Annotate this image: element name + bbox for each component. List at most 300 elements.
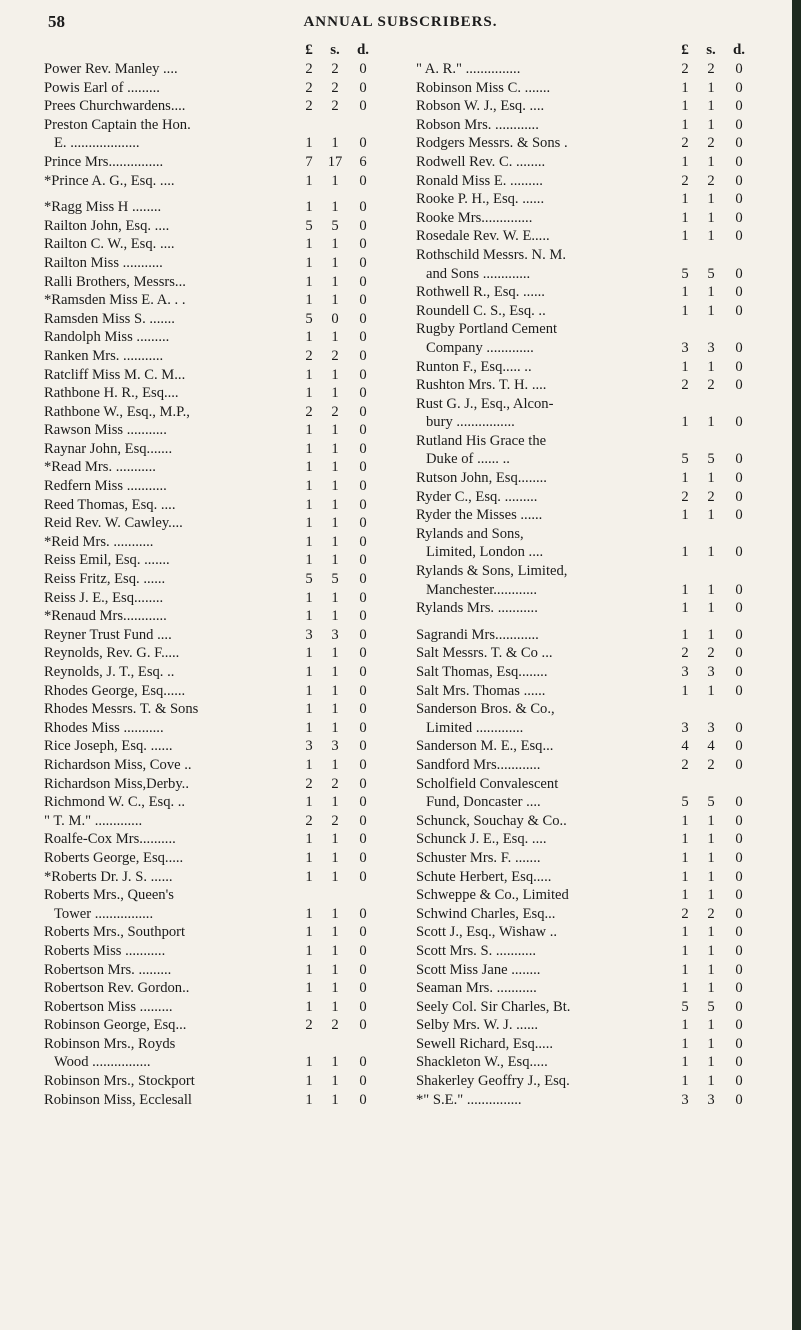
subscriber-name: *Reid Mrs. ........... bbox=[44, 533, 154, 550]
amount-shillings: 3 bbox=[707, 339, 715, 356]
subscriber-name: Reiss Fritz, Esq. ...... bbox=[44, 571, 166, 588]
amount-pounds: 5 bbox=[681, 998, 689, 1015]
amount-pounds: 2 bbox=[681, 61, 689, 77]
amount-pounds: 1 bbox=[681, 924, 689, 941]
amount-pence: 0 bbox=[735, 868, 743, 885]
subscriber-entry bbox=[416, 737, 752, 756]
subscriber-name-continued: Manchester............ bbox=[426, 581, 538, 598]
amount-pence: 0 bbox=[735, 626, 743, 643]
amount-pence: 0 bbox=[735, 358, 743, 375]
subscriber-entry bbox=[416, 886, 752, 905]
subscriber-name: Rushton Mrs. T. H. .... bbox=[416, 377, 547, 394]
amount-shillings: 5 bbox=[331, 571, 339, 588]
subscriber-entry bbox=[44, 868, 376, 887]
amount-pounds: 1 bbox=[305, 273, 313, 290]
amount-pence: 0 bbox=[359, 831, 367, 848]
subscriber-name: Ryder C., Esq. ......... bbox=[416, 488, 538, 505]
subscriber-entry bbox=[44, 793, 376, 812]
amount-shillings: 1 bbox=[331, 329, 339, 346]
amount-shillings: 3 bbox=[707, 664, 715, 680]
subscriber-name: Prees Churchwardens.... bbox=[44, 98, 186, 115]
amount-pounds: 1 bbox=[305, 701, 313, 718]
subscriber-entry bbox=[44, 737, 376, 756]
amount-shillings: 2 bbox=[707, 488, 715, 505]
amount-pounds: 2 bbox=[305, 79, 313, 96]
amount-pounds: 2 bbox=[681, 172, 689, 189]
amount-pence: 0 bbox=[359, 172, 367, 189]
amount-shillings: 2 bbox=[331, 812, 339, 829]
amount-pence: 0 bbox=[359, 812, 367, 829]
subscriber-name-continued: bury ................ bbox=[426, 414, 515, 431]
subscriber-entry bbox=[416, 506, 752, 525]
subscriber-name: Railton Miss ........... bbox=[44, 254, 163, 271]
amount-pounds: 3 bbox=[305, 626, 313, 643]
amount-shillings: 1 bbox=[707, 924, 715, 941]
amount-pence: 0 bbox=[359, 310, 367, 327]
subscriber-name: Shakerley Geoffry J., Esq. bbox=[416, 1073, 570, 1090]
amount-pounds: 3 bbox=[305, 738, 313, 755]
subscriber-entry bbox=[44, 812, 376, 831]
subscriber-name-continued: Limited ............. bbox=[426, 719, 524, 736]
subscriber-entry bbox=[416, 626, 752, 645]
subscriber-name: Sanderson M. E., Esq... bbox=[416, 738, 554, 755]
amount-shillings: 1 bbox=[331, 868, 339, 885]
amount-pence: 0 bbox=[359, 440, 367, 457]
amount-shillings: 1 bbox=[331, 366, 339, 383]
amount-shillings: 1 bbox=[707, 887, 715, 904]
amount-shillings: 1 bbox=[331, 589, 339, 606]
amount-pence: 0 bbox=[359, 571, 367, 588]
subscriber-entry bbox=[416, 488, 752, 507]
amount-shillings: 2 bbox=[331, 347, 339, 364]
amount-shillings: 2 bbox=[331, 79, 339, 96]
subscriber-name-continued: Company ............. bbox=[426, 339, 534, 356]
subscriber-entry bbox=[44, 923, 376, 942]
amount-pence: 0 bbox=[735, 339, 743, 356]
subscriber-name: Schweppe & Co., Limited bbox=[416, 887, 569, 904]
amount-shillings: 1 bbox=[331, 385, 339, 402]
amount-shillings: 1 bbox=[331, 924, 339, 941]
subscriber-name: Rust G. J., Esq., Alcon- bbox=[416, 395, 554, 412]
subscriber-entry bbox=[416, 153, 752, 172]
subscriber-name: Sandford Mrs............ bbox=[416, 756, 541, 773]
amount-pounds: 2 bbox=[305, 775, 313, 792]
amount-pounds: 2 bbox=[305, 812, 313, 829]
subscriber-entry bbox=[416, 283, 752, 302]
subscriber-entry bbox=[44, 589, 376, 608]
amount-pence: 0 bbox=[359, 645, 367, 662]
amount-pence: 0 bbox=[359, 478, 367, 495]
amount-pence: 0 bbox=[359, 385, 367, 402]
amount-pence: 0 bbox=[735, 887, 743, 904]
amount-pounds: 1 bbox=[681, 980, 689, 997]
subscriber-entry bbox=[416, 116, 752, 135]
amount-shillings: 4 bbox=[707, 738, 715, 755]
subscriber-entry bbox=[416, 562, 752, 599]
subscriber-name: Rooke P. H., Esq. ...... bbox=[416, 191, 545, 208]
amount-pence: 0 bbox=[735, 135, 743, 152]
amount-shillings: 1 bbox=[331, 831, 339, 848]
amount-shillings: 3 bbox=[331, 738, 339, 755]
amount-pence: 0 bbox=[735, 209, 743, 226]
amount-pence: 0 bbox=[359, 422, 367, 439]
amount-pence: 0 bbox=[359, 738, 367, 755]
subscriber-entry bbox=[416, 1035, 752, 1054]
amount-shillings: 1 bbox=[331, 1091, 339, 1108]
amount-pence: 0 bbox=[735, 738, 743, 755]
amount-pence: 0 bbox=[735, 153, 743, 170]
amount-shillings: 2 bbox=[331, 98, 339, 115]
amount-pounds: 2 bbox=[681, 488, 689, 505]
subscriber-name: Reed Thomas, Esq. .... bbox=[44, 496, 176, 513]
amount-pounds: 1 bbox=[681, 79, 689, 96]
subscriber-entry bbox=[416, 830, 752, 849]
amount-shillings: 1 bbox=[707, 507, 715, 524]
subscriber-name: Roundell C. S., Esq. .. bbox=[416, 302, 546, 319]
amount-shillings: 1 bbox=[707, 153, 715, 170]
amount-pounds: 1 bbox=[305, 292, 313, 309]
subscriber-entry bbox=[416, 1053, 752, 1072]
pounds-header: £ bbox=[681, 42, 689, 58]
amount-pounds: 1 bbox=[305, 478, 313, 495]
amount-pounds: 1 bbox=[305, 794, 313, 811]
amount-pounds: 5 bbox=[305, 217, 313, 234]
subscriber-name: Rylands & Sons, Limited, bbox=[416, 563, 568, 580]
amount-pounds: 1 bbox=[305, 942, 313, 959]
subscriber-entry bbox=[44, 849, 376, 868]
subscriber-name: Robinson Miss C. ....... bbox=[416, 79, 551, 96]
amount-shillings: 1 bbox=[707, 98, 715, 115]
amount-pence: 0 bbox=[359, 98, 367, 115]
subscriber-entry bbox=[44, 235, 376, 254]
subscriber-entry bbox=[416, 172, 752, 191]
amount-pence: 0 bbox=[735, 116, 743, 133]
subscriber-entry bbox=[44, 421, 376, 440]
amount-shillings: 1 bbox=[331, 682, 339, 699]
amount-pence: 0 bbox=[735, 488, 743, 505]
amount-shillings: 2 bbox=[707, 377, 715, 394]
amount-pence: 0 bbox=[359, 552, 367, 569]
amount-pounds: 1 bbox=[681, 868, 689, 885]
amount-shillings: 1 bbox=[707, 961, 715, 978]
currency-header bbox=[44, 42, 376, 60]
subscriber-name: Reynolds, Rev. G. F..... bbox=[44, 645, 180, 662]
subscriber-entry bbox=[44, 384, 376, 403]
subscriber-entry bbox=[416, 849, 752, 868]
subscriber-entry bbox=[416, 942, 752, 961]
amount-shillings: 5 bbox=[707, 794, 715, 811]
subscriber-name: Power Rev. Manley .... bbox=[44, 61, 178, 77]
subscriber-entry bbox=[44, 830, 376, 849]
page-number: 58 bbox=[48, 12, 65, 31]
subscriber-name: Ratcliff Miss M. C. M... bbox=[44, 366, 186, 383]
amount-shillings: 1 bbox=[707, 470, 715, 487]
amount-shillings: 2 bbox=[331, 61, 339, 77]
amount-shillings: 1 bbox=[331, 496, 339, 513]
amount-pence: 0 bbox=[735, 544, 743, 561]
subscriber-entry bbox=[416, 923, 752, 942]
amount-pence: 0 bbox=[735, 228, 743, 245]
subscriber-entry bbox=[44, 1072, 376, 1091]
subscriber-name: Rylands Mrs. ........... bbox=[416, 600, 538, 617]
amount-pounds: 1 bbox=[681, 228, 689, 245]
subscriber-name-continued: Fund, Doncaster .... bbox=[426, 794, 541, 811]
subscriber-entry bbox=[44, 440, 376, 459]
subscriber-column-right bbox=[416, 42, 752, 1109]
subscriber-entry bbox=[416, 663, 752, 682]
subscriber-name: Salt Thomas, Esq........ bbox=[416, 664, 548, 680]
subscriber-entry bbox=[416, 599, 752, 618]
amount-pounds: 1 bbox=[305, 533, 313, 550]
subscriber-column-left bbox=[44, 42, 376, 1109]
subscriber-name: Rathbone H. R., Esq.... bbox=[44, 385, 179, 402]
subscriber-name: Raynar John, Esq....... bbox=[44, 440, 173, 457]
subscriber-entry bbox=[416, 682, 752, 701]
subscriber-entry bbox=[44, 403, 376, 422]
amount-shillings: 0 bbox=[331, 310, 339, 327]
amount-pence: 0 bbox=[359, 199, 367, 216]
amount-shillings: 1 bbox=[331, 135, 339, 152]
subscriber-entry bbox=[416, 979, 752, 998]
amount-shillings: 1 bbox=[331, 292, 339, 309]
amount-pence: 0 bbox=[359, 459, 367, 476]
amount-pence: 0 bbox=[735, 1035, 743, 1052]
amount-pounds: 1 bbox=[681, 470, 689, 487]
amount-shillings: 2 bbox=[707, 135, 715, 152]
subscriber-name-continued: Duke of ...... .. bbox=[426, 451, 510, 468]
subscriber-entry bbox=[416, 1072, 752, 1091]
amount-shillings: 2 bbox=[331, 403, 339, 420]
subscriber-name: Reiss Emil, Esq. ....... bbox=[44, 552, 170, 569]
amount-pence: 0 bbox=[735, 998, 743, 1015]
amount-pence: 0 bbox=[735, 980, 743, 997]
amount-pence: 0 bbox=[735, 265, 743, 282]
running-head: ANNUAL SUBSCRIBERS. bbox=[303, 14, 498, 30]
subscriber-entry bbox=[44, 1035, 376, 1072]
amount-pounds: 1 bbox=[305, 1073, 313, 1090]
subscriber-name-continued: and Sons ............. bbox=[426, 265, 531, 282]
subscriber-entry bbox=[416, 395, 752, 432]
subscriber-entry bbox=[44, 979, 376, 998]
subscriber-entry bbox=[416, 246, 752, 283]
subscriber-name: Robertson Miss ......... bbox=[44, 998, 173, 1015]
amount-shillings: 3 bbox=[707, 719, 715, 736]
subscriber-entry bbox=[44, 514, 376, 533]
subscriber-entry bbox=[44, 533, 376, 552]
section-gap bbox=[44, 190, 376, 198]
subscriber-entry bbox=[44, 607, 376, 626]
subscriber-entry bbox=[44, 775, 376, 794]
subscriber-entry bbox=[416, 190, 752, 209]
amount-pounds: 1 bbox=[305, 868, 313, 885]
amount-pence: 0 bbox=[359, 868, 367, 885]
amount-shillings: 1 bbox=[331, 980, 339, 997]
subscriber-name: Rodwell Rev. C. ........ bbox=[416, 153, 546, 170]
amount-pence: 6 bbox=[359, 153, 367, 170]
subscriber-name: Scholfield Convalescent bbox=[416, 775, 559, 792]
amount-pounds: 1 bbox=[305, 608, 313, 625]
subscriber-name: Roalfe-Cox Mrs.......... bbox=[44, 831, 176, 848]
subscriber-name: Robertson Rev. Gordon.. bbox=[44, 980, 190, 997]
amount-pence: 0 bbox=[359, 980, 367, 997]
subscriber-name: Rooke Mrs.............. bbox=[416, 209, 533, 226]
amount-shillings: 1 bbox=[707, 1073, 715, 1090]
amount-shillings: 5 bbox=[707, 451, 715, 468]
amount-shillings: 5 bbox=[707, 265, 715, 282]
subscriber-name: Powis Earl of ......... bbox=[44, 79, 160, 96]
amount-pence: 0 bbox=[735, 377, 743, 394]
subscriber-entry bbox=[416, 644, 752, 663]
amount-pence: 0 bbox=[359, 533, 367, 550]
amount-pence: 0 bbox=[359, 1091, 367, 1108]
subscriber-entry bbox=[416, 432, 752, 469]
amount-pence: 0 bbox=[735, 831, 743, 848]
subscriber-name: Rothschild Messrs. N. M. bbox=[416, 246, 566, 263]
amount-shillings: 2 bbox=[707, 645, 715, 662]
subscriber-name: Selby Mrs. W. J. ...... bbox=[416, 1017, 539, 1034]
subscriber-name: Reynolds, J. T., Esq. .. bbox=[44, 664, 175, 680]
subscriber-name: Reyner Trust Fund .... bbox=[44, 626, 172, 643]
amount-shillings: 1 bbox=[707, 600, 715, 617]
subscriber-name: Roberts Mrs., Queen's bbox=[44, 887, 174, 904]
amount-shillings: 1 bbox=[331, 905, 339, 922]
amount-pence: 0 bbox=[359, 775, 367, 792]
subscriber-entry bbox=[44, 886, 376, 923]
subscriber-entry bbox=[44, 477, 376, 496]
subscriber-name: Salt Messrs. T. & Co ... bbox=[416, 645, 553, 662]
amount-pence: 0 bbox=[359, 794, 367, 811]
subscriber-entry bbox=[44, 551, 376, 570]
subscriber-name: Robinson Miss, Ecclesall bbox=[44, 1091, 192, 1108]
shillings-header: s. bbox=[330, 42, 340, 58]
subscriber-name: Richardson Miss,Derby.. bbox=[44, 775, 189, 792]
amount-pounds: 1 bbox=[305, 645, 313, 662]
subscriber-name: Rugby Portland Cement bbox=[416, 321, 558, 338]
subscriber-name: " T. M." ............. bbox=[44, 812, 143, 829]
amount-shillings: 1 bbox=[331, 645, 339, 662]
amount-pence: 0 bbox=[359, 515, 367, 532]
amount-pence: 0 bbox=[735, 849, 743, 866]
amount-pence: 0 bbox=[359, 682, 367, 699]
subscriber-entry bbox=[44, 644, 376, 663]
amount-pence: 0 bbox=[359, 236, 367, 253]
subscriber-name: Rhodes George, Esq...... bbox=[44, 682, 186, 699]
amount-pounds: 1 bbox=[305, 961, 313, 978]
subscriber-entry bbox=[416, 700, 752, 737]
amount-shillings: 2 bbox=[331, 775, 339, 792]
subscriber-name: *Renaud Mrs............ bbox=[44, 608, 167, 625]
amount-pounds: 1 bbox=[681, 887, 689, 904]
amount-pounds: 1 bbox=[681, 581, 689, 598]
amount-shillings: 3 bbox=[707, 1091, 715, 1108]
subscriber-entry bbox=[44, 998, 376, 1017]
subscriber-name: Ronald Miss E. ......... bbox=[416, 172, 543, 189]
subscriber-name: Seaman Mrs. ........... bbox=[416, 980, 537, 997]
subscriber-entry bbox=[416, 775, 752, 812]
subscriber-name: Ralli Brothers, Messrs... bbox=[44, 273, 186, 290]
amount-pounds: 1 bbox=[681, 961, 689, 978]
subscriber-name: Railton C. W., Esq. .... bbox=[44, 236, 175, 253]
amount-pence: 0 bbox=[735, 61, 743, 77]
subscriber-name: Schuster Mrs. F. ....... bbox=[416, 849, 541, 866]
amount-pence: 0 bbox=[735, 682, 743, 699]
amount-pence: 0 bbox=[735, 1054, 743, 1071]
subscriber-entry bbox=[416, 97, 752, 116]
subscriber-entry bbox=[44, 961, 376, 980]
amount-pounds: 1 bbox=[305, 589, 313, 606]
amount-shillings: 1 bbox=[707, 849, 715, 866]
amount-pence: 0 bbox=[735, 905, 743, 922]
subscriber-name: Robinson George, Esq... bbox=[44, 1017, 187, 1034]
subscriber-entry bbox=[44, 719, 376, 738]
amount-shillings: 1 bbox=[331, 998, 339, 1015]
amount-pounds: 2 bbox=[681, 377, 689, 394]
amount-pounds: 1 bbox=[681, 284, 689, 301]
subscriber-name: *Prince A. G., Esq. .... bbox=[44, 172, 175, 189]
subscriber-entry bbox=[44, 310, 376, 329]
subscriber-name: Roberts George, Esq..... bbox=[44, 849, 184, 866]
amount-shillings: 1 bbox=[707, 868, 715, 885]
amount-shillings: 1 bbox=[331, 273, 339, 290]
subscriber-name: Preston Captain the Hon. bbox=[44, 116, 191, 133]
amount-shillings: 1 bbox=[331, 1054, 339, 1071]
pounds-header: £ bbox=[305, 42, 313, 58]
page-edge bbox=[792, 0, 801, 1330]
amount-pounds: 1 bbox=[681, 812, 689, 829]
subscriber-name: Rawson Miss ........... bbox=[44, 422, 167, 439]
subscriber-name: Reid Rev. W. Cawley.... bbox=[44, 515, 183, 532]
amount-pence: 0 bbox=[359, 998, 367, 1015]
amount-pence: 0 bbox=[735, 600, 743, 617]
amount-shillings: 1 bbox=[707, 284, 715, 301]
amount-pounds: 3 bbox=[681, 719, 689, 736]
subscriber-entry bbox=[416, 302, 752, 321]
subscriber-entry bbox=[44, 663, 376, 682]
amount-pence: 0 bbox=[359, 664, 367, 680]
subscriber-entry bbox=[416, 812, 752, 831]
amount-pence: 0 bbox=[359, 292, 367, 309]
amount-shillings: 1 bbox=[707, 302, 715, 319]
amount-pounds: 1 bbox=[681, 849, 689, 866]
subscriber-entry bbox=[44, 328, 376, 347]
amount-pence: 0 bbox=[359, 719, 367, 736]
subscriber-name: Schunck J. E., Esq. .... bbox=[416, 831, 547, 848]
subscriber-name-continued: Limited, London .... bbox=[426, 544, 544, 561]
amount-pence: 0 bbox=[735, 942, 743, 959]
subscriber-name: Scott Mrs. S. ........... bbox=[416, 942, 537, 959]
amount-pounds: 1 bbox=[681, 414, 689, 431]
subscriber-name: Rhodes Miss ........... bbox=[44, 719, 164, 736]
subscriber-name: Redfern Miss ........... bbox=[44, 478, 167, 495]
amount-shillings: 1 bbox=[331, 794, 339, 811]
amount-pounds: 1 bbox=[681, 1054, 689, 1071]
amount-pounds: 1 bbox=[305, 1054, 313, 1071]
subscriber-entry bbox=[416, 868, 752, 887]
subscriber-entry bbox=[416, 756, 752, 775]
amount-pounds: 1 bbox=[305, 831, 313, 848]
amount-pounds: 1 bbox=[681, 1017, 689, 1034]
amount-pence: 0 bbox=[359, 626, 367, 643]
amount-pence: 0 bbox=[735, 581, 743, 598]
subscriber-name: Roberts Miss ........... bbox=[44, 942, 166, 959]
subscriber-name: Ryder the Misses ...... bbox=[416, 507, 543, 524]
amount-shillings: 1 bbox=[707, 1017, 715, 1034]
subscriber-entry bbox=[416, 998, 752, 1017]
subscriber-entry bbox=[416, 1091, 752, 1110]
amount-shillings: 1 bbox=[707, 414, 715, 431]
amount-pence: 0 bbox=[359, 942, 367, 959]
subscriber-name: Sanderson Bros. & Co., bbox=[416, 701, 555, 718]
